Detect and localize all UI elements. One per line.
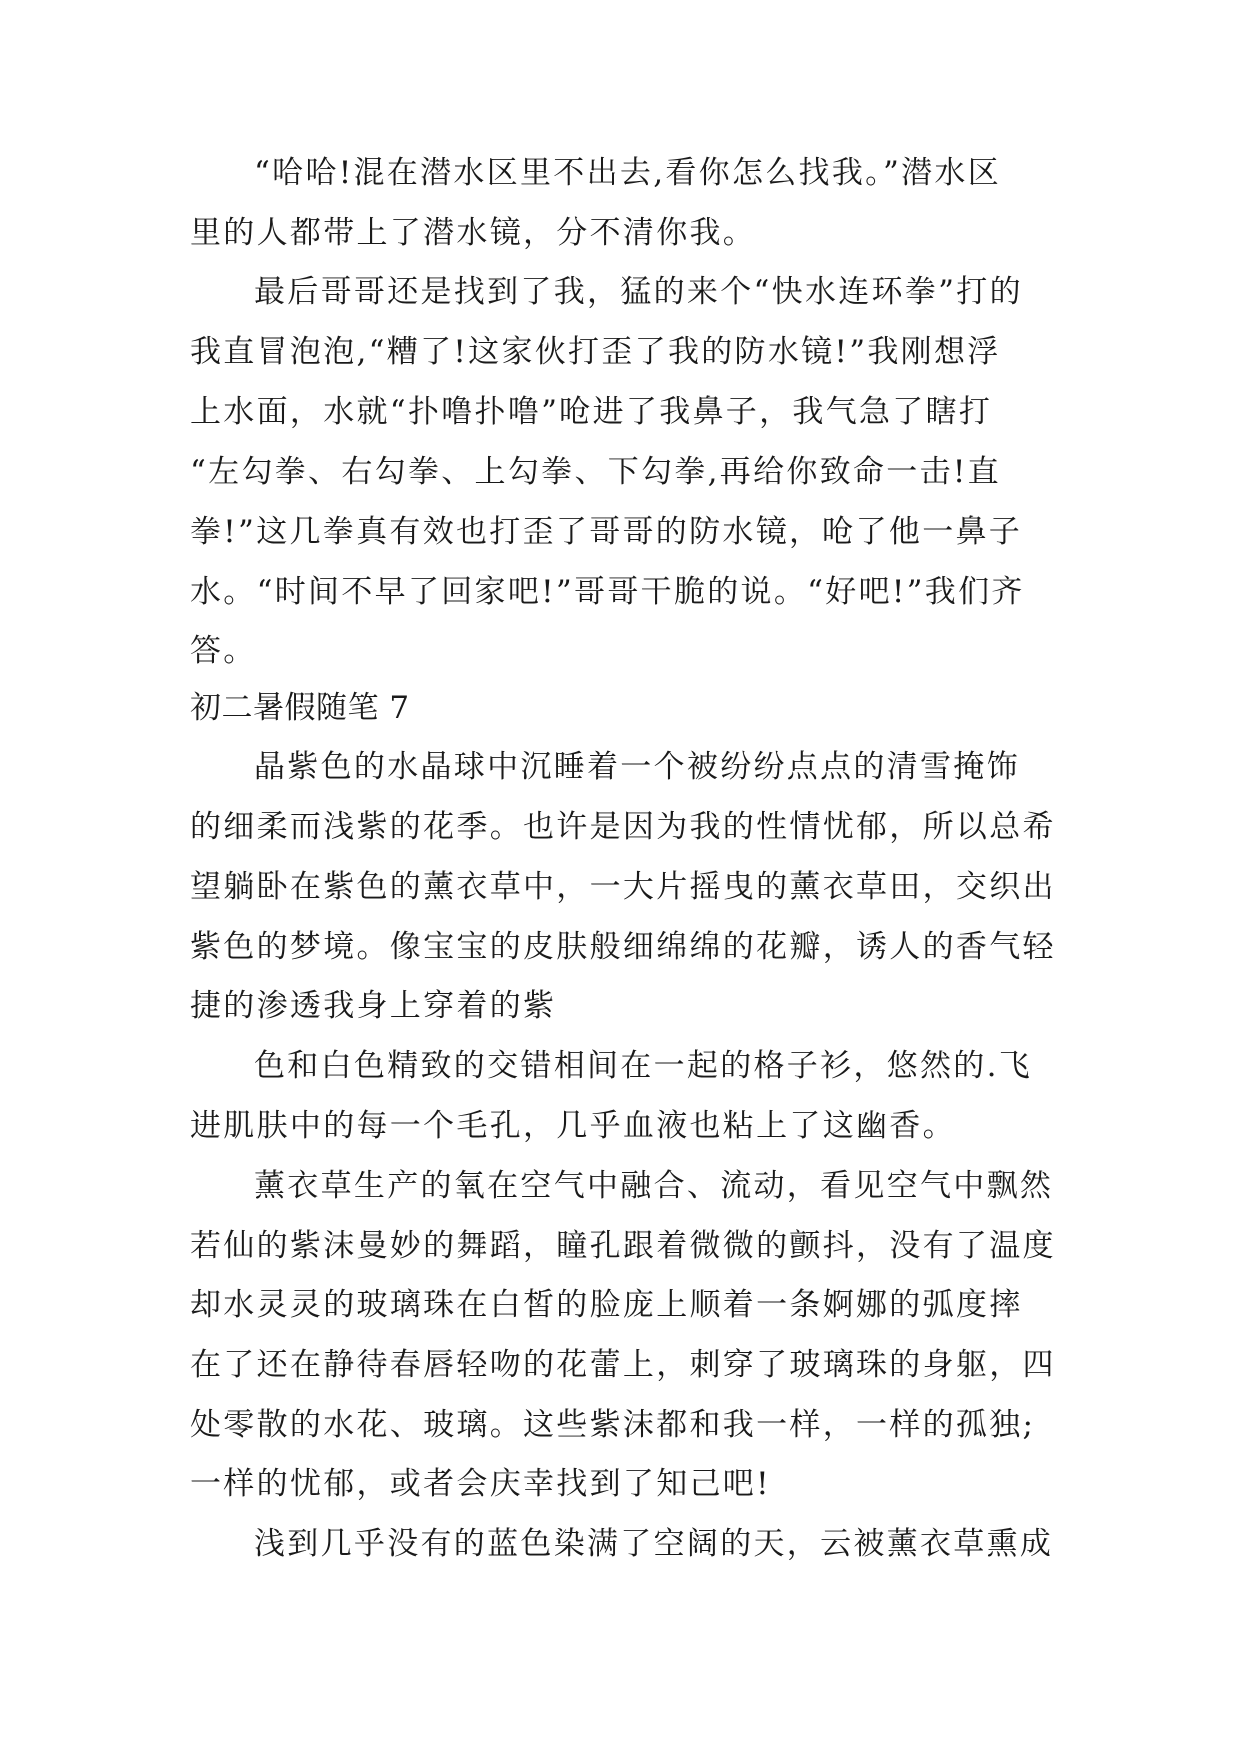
paragraph-line: 的细柔而浅紫的花季。也许是因为我的性情忧郁，所以总希 [190,809,1056,845]
section-heading: 初二暑假随笔 7 [190,690,410,726]
paragraph-line: 里的人都带上了潜水镜，分不清你我。 [190,215,757,251]
paragraph-line: 处零散的水花、玻璃。这些紫沫都和我一样，一样的孤独; [190,1407,1036,1443]
paragraph-line: 进肌肤中的每一个毛孔，几乎血液也粘上了这幽香。 [190,1108,956,1144]
paragraph-line: 若仙的紫沫曼妙的舞蹈，瞳孔跟着微微的颤抖，没有了温度 [190,1228,1056,1264]
paragraph-line: 最后哥哥还是找到了我，猛的来个“快水连环拳”打的 [254,274,1023,310]
paragraph-line: 望躺卧在紫色的薰衣草中，一大片摇曳的薰衣草田，交织出 [190,869,1056,905]
paragraph-line: 浅到几乎没有的蓝色染满了空阔的天，云被薰衣草熏成 [254,1526,1054,1562]
paragraph-line: 我直冒泡泡,“糟了!这家伙打歪了我的防水镜!”我刚想浮 [190,334,1001,370]
paragraph-line: 水。“时间不早了回家吧!”哥哥干脆的说。“好吧!”我们齐 [190,574,1025,610]
paragraph-line: 薰衣草生产的氧在空气中融合、流动，看见空气中飘然 [254,1168,1054,1204]
paragraph-line: 答。 [190,633,257,669]
paragraph-line: “哈哈!混在潜水区里不出去,看你怎么找我。”潜水区 [254,155,1002,191]
paragraph-line: 上水面，水就“扑噜扑噜”呛进了我鼻子，我气急了瞎打 [190,394,993,430]
paragraph-line: 捷的渗透我身上穿着的紫 [190,988,557,1024]
paragraph-line: 色和白色精致的交错相间在一起的格子衫，悠然的.飞 [254,1048,1033,1084]
paragraph-line: 一样的忧郁，或者会庆幸找到了知己吧! [190,1466,771,1502]
paragraph-line: 晶紫色的水晶球中沉睡着一个被纷纷点点的清雪掩饰 [254,749,1020,785]
paragraph-line: 紫色的梦境。像宝宝的皮肤般细绵绵的花瓣，诱人的香气轻 [190,929,1056,965]
paragraph-line: 在了还在静待春唇轻吻的花蕾上，刺穿了玻璃珠的身躯，四 [190,1347,1056,1383]
paragraph-line: “左勾拳、右勾拳、上勾拳、下勾拳,再给你致命一击!直 [190,454,1001,490]
paragraph-line: 拳!”这几拳真有效也打歪了哥哥的防水镜，呛了他一鼻子 [190,514,1023,550]
paragraph-line: 却水灵灵的玻璃珠在白皙的脸庞上顺着一条婀娜的弧度摔 [190,1287,1023,1323]
